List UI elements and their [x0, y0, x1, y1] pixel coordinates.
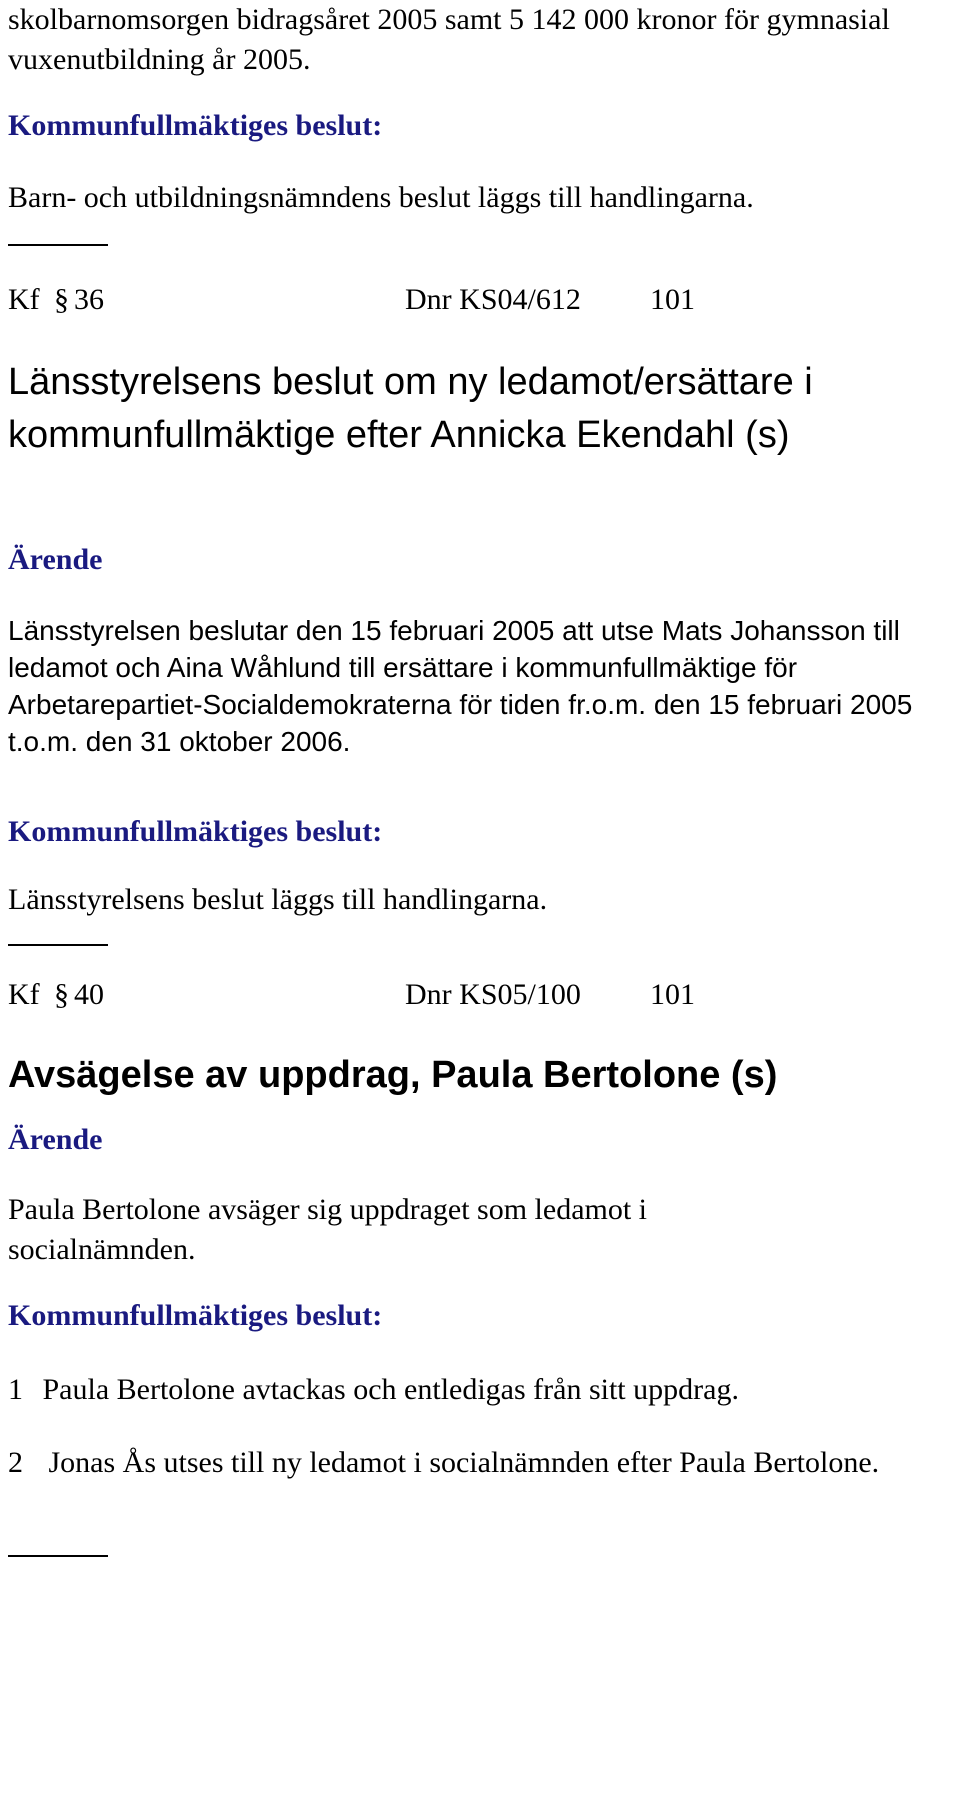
decision-item-number: 1 [8, 1373, 23, 1406]
decision-item-number: 2 [8, 1446, 23, 1479]
decision-item [8, 1443, 908, 1483]
kf-label: Kf [8, 978, 40, 1011]
code: 101 [650, 283, 695, 316]
intro-paragraph: skolbarnomsorgen bidragsåret 2005 samt 5 142 000 kronor för gymnasial vuxenutbildning år 2005. [8, 3, 890, 76]
section-sign: § [54, 283, 69, 316]
decision-item-text: Paula Bertolone avtackas och entledigas från sitt uppdrag. [42, 1373, 739, 1406]
arende-text-40: Paula Bertolone avsäger sig uppdraget som ledamot i socialnämnden. [8, 1193, 648, 1266]
decision-text-36: Länsstyrelsens beslut läggs till handlingarna. [8, 883, 548, 916]
kf-label: Kf [8, 283, 40, 316]
decision-label-previous: Kommunfullmäktiges beslut: [8, 109, 383, 142]
section-title-36: Länsstyrelsens beslut om ny ledamot/ersättare i kommunfullmäktige efter Annicka Ekendahl (s) [8, 361, 813, 456]
kf-number: 36 [74, 283, 104, 316]
section-divider [8, 1555, 108, 1557]
section-divider [8, 944, 108, 946]
dnr: Dnr KS04/612 [405, 283, 581, 316]
section-title-40: Avsägelse av uppdrag, Paula Bertolone (s) [8, 1054, 778, 1096]
decision-text-previous: Barn- och utbildningsnämndens beslut läggs till handlingarna. [8, 181, 754, 214]
arende-label-40: Ärende [8, 1123, 103, 1156]
decision-item-text: Jonas Ås utses till ny ledamot i socialnämnden efter Paula Bertolone. [48, 1446, 880, 1479]
decision-label-36: Kommunfullmäktiges beslut: [8, 815, 383, 848]
decision-item [8, 1370, 739, 1410]
arende-label-36: Ärende [8, 543, 103, 576]
decision-label-40: Kommunfullmäktiges beslut: [8, 1299, 383, 1332]
kf-number: 40 [74, 978, 104, 1011]
arende-text-36: Länsstyrelsen beslutar den 15 februari 2005 att utse Mats Johansson till ledamot och Aina Wåhlund till ersättare i kommunfullmäktige för Arbetarepartiet-Socialdemokraterna för tiden fr.o.m. den 15 februari 2005 t.o.m. den 31 oktober 2006. [8, 615, 913, 757]
dnr: Dnr KS05/100 [405, 978, 581, 1011]
section-divider [8, 244, 108, 246]
section-sign: § [54, 978, 69, 1011]
code: 101 [650, 978, 695, 1011]
